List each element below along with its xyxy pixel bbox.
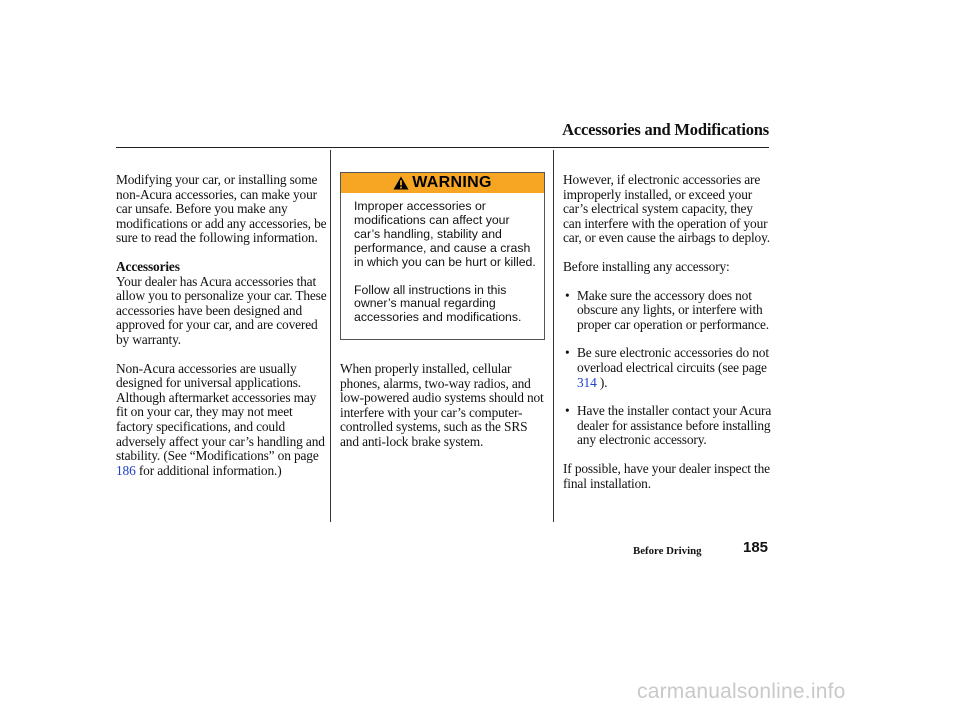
bullet-text-3: Have the installer contact your Acura dealer for assistance before installing any electronic accessory. bbox=[577, 403, 772, 448]
however-paragraph: However, if electronic accessories are improperly installed, or exceed your car’s electrical system capacity, they can interfere with the operation of your car, or even cause the airbags to deploy. bbox=[563, 172, 770, 246]
column-divider-left bbox=[330, 150, 331, 522]
warning-label: WARNING bbox=[412, 174, 492, 191]
page-314-link[interactable]: 314 bbox=[577, 374, 597, 390]
page-186-link[interactable]: 186 bbox=[116, 462, 136, 478]
warning-header-bar bbox=[341, 173, 544, 193]
bullet-text-1: Make sure the accessory does not obscure any lights, or interfere with proper car operation or performance. bbox=[577, 287, 770, 332]
column-left bbox=[116, 173, 330, 478]
watermark: carmanualsonline.info bbox=[637, 680, 846, 703]
bullet-icon: • bbox=[565, 403, 570, 419]
warning-triangle-icon bbox=[393, 176, 409, 190]
non-acura-text-a: Non-Acura accessories are usually designed for universal applications. Although aftermarket accessories may fit on your car, they may not meet factory specifications, and could adversely affect your car’s handling and stability. (See “Modifications” on page bbox=[116, 360, 325, 464]
bullet-item-3 bbox=[565, 404, 773, 448]
final-paragraph: If possible, have your dealer inspect the final installation. bbox=[563, 460, 770, 491]
warning-text bbox=[354, 200, 539, 325]
warning-text-1: Improper accessories or modifications can affect your car’s handling, stability and performance, and cause a crash in which you can be hurt or killed. bbox=[354, 199, 536, 269]
non-acura-text-b: for additional information.) bbox=[135, 462, 282, 478]
dealer-paragraph: Your dealer has Acura accessories that allow you to personalize your car. These accessories have been designed and approved for your car, and are covered by warranty. bbox=[116, 273, 327, 347]
footer-section-label: Before Driving bbox=[633, 545, 702, 557]
non-acura-paragraph bbox=[116, 362, 330, 479]
page-number: 185 bbox=[743, 539, 769, 556]
bullet-icon: • bbox=[565, 345, 570, 361]
column-middle bbox=[340, 362, 545, 450]
intro-paragraph: Modifying your car, or installing some non-Acura accessories, can make your car unsafe. Before you make any modifications or add any accessories, be sure to read the following information. bbox=[116, 172, 327, 246]
cellular-paragraph: When properly installed, cellular phones, alarms, two-way radios, and low-powered audio systems should not interfere with your car’s computer-controlled systems, such as the SRS and anti-lock brake system. bbox=[340, 361, 544, 449]
warning-box bbox=[340, 172, 545, 340]
column-right bbox=[563, 173, 773, 491]
bullet-2-text-b: ). bbox=[596, 374, 608, 390]
accessories-heading: Accessories bbox=[116, 258, 180, 274]
title-rule bbox=[116, 147, 769, 148]
bullet-2-text-a: Be sure electronic accessories do not overload electrical circuits (see page bbox=[577, 345, 769, 375]
warning-text-2: Follow all instructions in this owner’s manual regarding accessories and modifications. bbox=[354, 282, 522, 325]
bullet-icon: • bbox=[565, 287, 570, 303]
bullet-item-1 bbox=[565, 289, 773, 333]
page-title: Accessories and Modifications bbox=[562, 120, 769, 139]
bullet-item-2 bbox=[565, 346, 773, 390]
bullet-text-2 bbox=[577, 346, 773, 390]
before-installing-paragraph: Before installing any accessory: bbox=[563, 258, 730, 274]
column-divider-right bbox=[553, 150, 554, 522]
